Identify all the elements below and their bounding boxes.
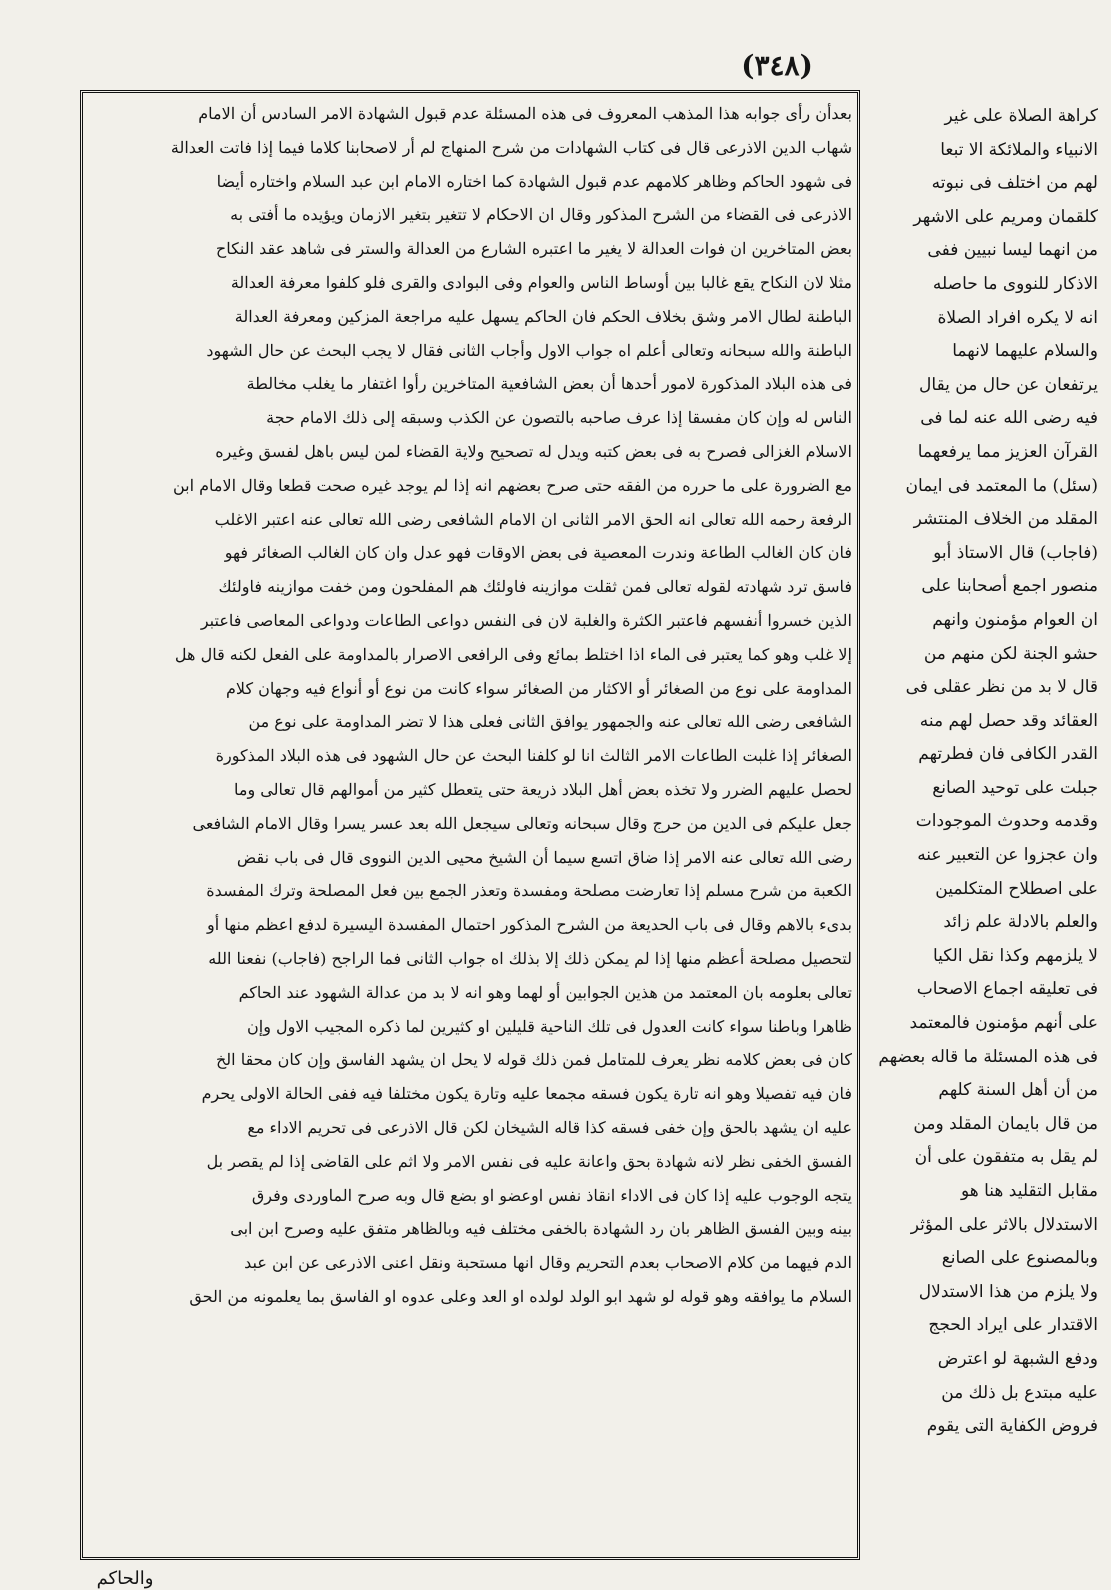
main-text-line: الباطنة والله سبحانه وتعالى أعلم اه جواب الاول وأجاب الثانى فقال لا يجب البحث عن حال الشهود [206,340,852,360]
margin-text-line: انه لا يكره افراد الصلاة [937,307,1098,328]
main-text-line: الناس له وإن كان مفسقا إذا عرف صاحبه بالتصون عن الكذب وسبقه إلى ذلك الامام حجة [266,408,852,428]
margin-text-line: الانبياء والملائكة الا تبعا [940,139,1098,160]
main-text-line: رضى الله تعالى عنه الامر إذا ضاق اتسع سيما أن الشيخ محيى الدين النووى قال فى باب نقض [236,847,852,867]
main-text-line: شهاب الدين الاذرعى قال فى كتاب الشهادات من شرح المنهاج لم أر لاصحابنا كلاما فيما إذا فاتت العدالة [170,137,852,157]
catchword: والحاكم [96,1568,154,1589]
margin-text-line: فيه رضى الله عنه لما فى [920,408,1098,429]
main-text-line: يتجه الوجوب عليه إذا كان فى الاداء انقاذ نفس اوعضو او بضع قال وبه صرح الماوردى وفرق [251,1185,852,1205]
main-text-line: بعدأن رأى جوابه هذا المذهب المعروف فى هذه المسئلة عدم قبول الشهادة الامر السادس أن الامام [198,104,852,123]
main-text-line: فى شهود الحاكم وظاهر كلامهم عدم قبول الشهادة كما اختاره الامام ابن عبد السلام واختاره أيضا [216,171,852,191]
margin-text-line: لم يقل به متفقون على أن [914,1147,1098,1168]
margin-text-line: من انهما ليسا نبيين ففى [927,240,1098,261]
margin-text-line: الاستدلال بالاثر على المؤثر [910,1214,1098,1235]
main-text-line: الاسلام الغزالى فصرح به فى بعض كتبه ويدل له تصحيح ولاية القضاء لمن ليس باهل لفسق وغيره [215,441,852,461]
main-text-line: الرفعة رحمه الله تعالى انه الحق الامر الثانى ان الامام الشافعى رضى الله تعالى عنه اعتبر الاغلب [214,509,852,529]
margin-text-line: قال لا بد من نظر عقلى فى [905,677,1098,698]
margin-text-line: حشو الجنة لكن منهم من [923,643,1098,664]
margin-text-line: فى هذه المسئلة ما قاله بعضهم [878,1046,1098,1067]
main-text-line: لتحصيل مصلحة أعظم منها إذا لم يمكن ذلك إلا بذلك اه جواب الثانى فما الراجح (فاجاب) نفعنا الله [208,948,852,968]
main-text-line: جعل عليكم فى الدين من حرج وقال سبحانه وتعالى سيجعل الله بعد عسر يسرا وقال الامام الشافعى [192,813,852,833]
margin-text-line: (فاجاب) قال الاستاذ أبو [933,542,1098,563]
main-text-line: الفسق الخفى نظر لانه شهادة بحق واعانة عليه فى نفس الامر ولا اثم على القاضى إذا لم يقصر بل [206,1151,852,1171]
main-text-line: الدم فيهما من كلام الاصحاب بعدم التحريم وقال انها مستحبة ونقل اعنى الاذرعى عن ابن عبد [244,1253,852,1273]
main-text-block [88,97,852,1553]
main-text-line: فاسق ترد شهادته لقوله تعالى فمن ثقلت موازينه فاولئك هم المفلحون ومن خفت موازينه فاولئك [218,577,852,597]
margin-text-line: عليه مبتدع بل ذلك من [941,1382,1098,1403]
margin-text-line: الاذكار للنووى ما حاصله [932,273,1098,294]
main-text-line: السلام ما يوافقه وهو قوله لو شهد ابو الولد لولده او العد وعلى عدوه او الفاسق بما يعلمونه من الحق [189,1286,852,1306]
margin-text-line: القرآن العزيز مما يرفعهما [917,441,1098,462]
main-text-line: كان فى بعض كلامه نظر يعرف للمتامل فمن ذلك قوله لا يحل ان يشهد الفاسق وإن كان محقا الخ [215,1050,852,1070]
margin-text-line: والعلم بالادلة علم زائد [943,912,1098,933]
main-text-line: المداومة على نوع من الصغائر أو الاكثار من الصغائر سواء كانت من نوع أو أنواع فيه وجهان كلام [225,678,852,698]
margin-text-line: وبالمصنوع على الصانع [941,1248,1098,1269]
margin-text-line: لهم من اختلف فى نبوته [931,173,1098,194]
main-text-line: إلا غلب وهو كما يعتبر فى الماء اذا اختلط بمائع وفى الرافعى الاصرار بالمداومة على الفعل لكنه قال هل [174,644,852,664]
margin-text-line: على اصطلاح المتكلمين [935,878,1098,899]
page-number: (٣٤٨) [741,49,813,82]
margin-text-line: وان عجزوا عن التعبير عنه [917,845,1098,866]
main-text-line: الكعبة من شرح مسلم إذا تعارضت مصلحة ومفسدة وتعذر الجمع بين فعل المصلحة وترك المفسدة [206,881,852,901]
main-text-line: الذين خسروا أنفسهم فاعتبر الكثرة والغلبة لان فى النفس دواعى الطاعات ودواعى المعاصى فاعتبر [200,610,852,630]
main-text-line: ظاهرا وباطنا سواء كانت العدول فى تلك الناحية قليلين او كثيرين لما ذكره المجيب الاول وإن [247,1016,852,1036]
margin-text-line: (سئل) ما المعتمد فى ايمان [905,475,1098,496]
margin-text-line: من قال بايمان المقلد ومن [913,1113,1098,1134]
main-text-line: بينه وبين الفسق الظاهر بان رد الشهادة بالخفى مختلف فيه وبالظاهر متفق عليه وصرح ابن ابى [230,1219,852,1239]
margin-text-line: منصور اجمع أصحابنا على [921,576,1098,597]
main-text-line: فى هذه البلاد المذكورة لامور أحدها أن بعض الشافعية المتاخرين رأوا اغتفار ما يغلب مخالطة [246,374,852,394]
main-text-line: تعالى بعلومه بان المعتمد من هذين الجوابين أو لهما وهو انه لا بد من عدالة الشهود عند الحاكم [238,982,852,1002]
main-text-line: فان كان الغالب الطاعة وندرت المعصية فى بعض الاوقات فهو عدل وان كان الغالب الصغائر فهو [224,543,852,563]
margin-text-line: كلقمان ومريم على الاشهر [913,206,1098,227]
margin-text-line: ولا يلزم من هذا الاستدلال [918,1281,1098,1302]
margin-text-line: فى تعليقه اجماع الاصحاب [916,979,1098,1000]
margin-text-line: القدر الكافى فان فطرتهم [918,744,1098,765]
main-text-line: لحصل عليهم الضرر ولا تخذه بعض أهل البلاد ذريعة حتى يتعطل كثير من أموالهم قال تعالى وما [234,779,852,799]
margin-text-line: المقلد من الخلاف المنتشر [913,509,1098,530]
margin-text-line: لا يلزمهم وكذا نقل الكيا [932,945,1098,966]
margin-text-line: مقابل التقليد هنا هو [960,1181,1098,1201]
main-text-line: مع الضرورة على ما حرره من الفقه حتى صرح بعضهم انه إذا لم يوجد غيره صحت قطعا وقال الامام ابن [172,475,852,495]
main-text-line: عليه ان يشهد بالحق وإن خفى فسقه كذا قاله الشيخان لكن قال الاذرعى فى تحريم الاداء مع [247,1117,852,1137]
margin-text-line: على أنهم مؤمنون فالمعتمد [909,1013,1098,1034]
margin-text-line: كراهة الصلاة على غير [944,106,1098,126]
main-text-line: بدىء بالاهم وقال فى باب الحديعة من الشرح المذكور احتمال المفسدة اليسيرة لدفع اعظم منها أو [207,915,852,935]
margin-text-line: يرتفعان عن حال من يقال [919,374,1098,395]
margin-text-line: جبلت على توحيد الصانع [932,777,1098,798]
main-text-line: الشافعى رضى الله تعالى عنه والجمهور يوافق الثانى فعلى هذا لا تضر المداومة على نوع من [248,712,852,732]
main-text-line: فان فيه تفصيلا وهو انه تارة يكون فسقه مجمعا عليه وتارة يكون مختلفا فيه ففى الحالة الاولى يحرم [201,1084,852,1104]
margin-text-line: من أن أهل السنة كلهم [938,1080,1098,1101]
margin-text-line: الاقتدار على ايراد الحجج [928,1315,1098,1336]
main-text-line: الصغائر إذا غلبت الطاعات الامر الثالث انا لو كلفنا البحث عن حال الشهود فى هذه البلاد المذكورة [215,746,852,766]
margin-text-line: وقدمه وحدوث الموجودات [915,811,1098,832]
margin-commentary [868,100,1098,1570]
margin-text-line: فروض الكفاية التى يقوم [926,1416,1098,1437]
main-text-line: بعض المتاخرين ان فوات العدالة لا يغير ما اعتبره الشارع من العدالة والستر فى شاهد عقد النكاح [215,239,852,259]
margin-text-line: العقائد وقد حصل لهم منه [919,710,1098,731]
margin-text-line: ودفع الشبهة لو اعترض [937,1348,1098,1369]
main-text-line: مثلا لان النكاح يقع غالبا بين أوساط الناس والعوام وفى البوادى والقرى فلو كلفوا معرفة العدالة [230,272,852,292]
main-text-line: الاذرعى فى القضاء من الشرح المذكور وقال ان الاحكام لا تتغير بتغير الازمان ويؤيده ما أفتى به [230,205,852,225]
main-text-line: الباطنة لطال الامر وشق بخلاف الحكم فان الحاكم يسهل عليه مراجعة المزكين ومعرفة العدالة [234,306,852,326]
margin-text-line: والسلام عليهما لانهما [952,341,1098,362]
margin-text-line: ان العوام مؤمنون وانهم [932,609,1098,630]
